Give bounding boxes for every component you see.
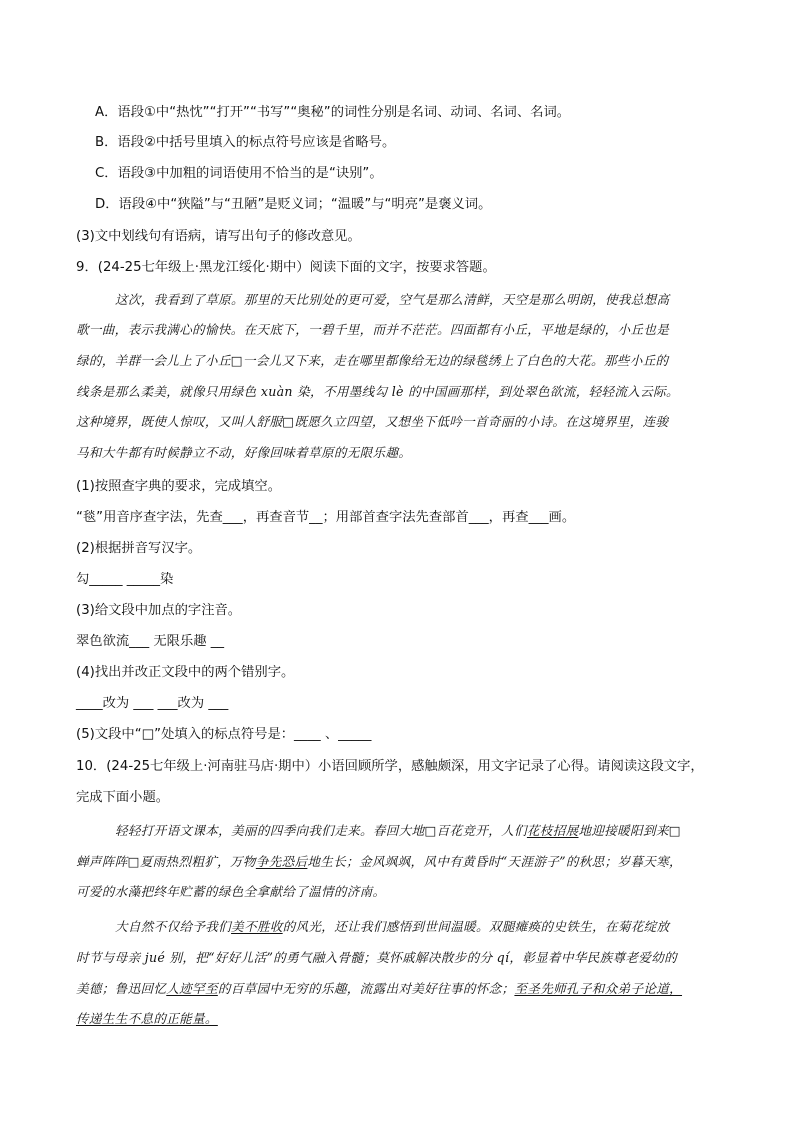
underlined-phrase: 争先恐后 (255, 854, 308, 869)
question9-header: 9．(24-25七年级上·黑龙江绥化·期中）阅读下面的文字，按要求答题。 (76, 260, 496, 275)
question8-sub3: (3)文中划线句有语病，请写出句子的修改意见。 (76, 229, 361, 244)
underlined-sentence: 传递生生不息的正能量。 (76, 1011, 218, 1026)
subquestion-line: (4)找出并改正文段中的两个错别字。 (76, 665, 295, 680)
subquestion-line: 勾_____ _____染 (76, 572, 174, 587)
option-a: A．语段①中“热忱”“打开”“书写”“奥秘”的词性分别是名词、动词、名词、名词。 (95, 105, 571, 120)
underlined-phrase: 花枝招展 (526, 823, 579, 838)
question10-header-line1: 10．(24-25七年级上·河南驻马店·期中）小语回顾所学，感触颇深，用文字记录了心得。请阅读这段文字， (76, 759, 704, 774)
subquestion-line: (2)根据拼音写汉字。 (76, 541, 202, 556)
passage-line: 线条是那么柔美，就像只用绿色 xuàn 染，不用墨线勾 lè 的中国画那样，到处翠色欲流，轻轻流入云际。 (76, 384, 679, 399)
subquestion-line: (5)文段中“□”处填入的标点符号是：____ 、_____ (76, 727, 372, 742)
question10-header-line2: 完成下面小题。 (76, 790, 170, 805)
passage-line: 马和大牛都有时候静立不动，好像回味着草原的无限乐趣。 (76, 445, 412, 460)
option-b: B．语段②中括号里填入的标点符号应该是省略号。 (95, 135, 396, 150)
passage-line: 歌一曲，表示我满心的愉快。在天底下，一碧千里，而并不茫茫。四面都有小丘，平地是绿的，小丘也是 (76, 322, 670, 337)
subquestion-line: 翠色欲流___ 无限乐趣 __ (76, 634, 225, 649)
paragraph-line: 时节与母亲 jué 别，把“好好儿活”的勇气融入骨髓；莫怀戚解决散步的分 qí，彰显着中华民族尊老爱幼的 (76, 950, 677, 965)
option-d: D．语段④中“狭隘”与“丑陋”是贬义词；“温暖”与“明亮”是褒义词。 (95, 197, 492, 212)
passage-line: 这种境界，既使人惊叹，又叫人舒服□既愿久立四望，又想坐下低吟一首奇丽的小诗。在这境界里，连骏 (76, 414, 669, 429)
underlined-sentence: 至圣先师孔子和众弟子论道， (514, 981, 683, 996)
underlined-phrase: 美不胜收 (231, 919, 283, 934)
paragraph-line: 可爱的水藻把终年贮蓄的绿色全拿献给了温情的济南。 (76, 884, 386, 899)
paragraph-line: 大自然不仅给予我们美不胜收的风光，还让我们感悟到世间温暖。双腿瘫痪的史铁生，在菊花绽放 (115, 919, 670, 934)
paragraph-line: 美德；鲁迅回忆人迹罕至的百草园中无穷的乐趣，流露出对美好往事的怀念；至圣先师孔子和众弟子论道， (76, 981, 683, 996)
paragraph-line: 轻轻打开语文课本，美丽的四季向我们走来。春回大地□百花竞开，人们花枝招展地迎接暖阳到来□ (115, 823, 681, 838)
passage-line: 这次，我看到了草原。那里的天比别处的更可爱，空气是那么清鲜，天空是那么明朗，使我总想高 (115, 292, 670, 307)
option-c: C．语段③中加粗的词语使用不恰当的是“诀别”。 (95, 166, 383, 181)
subquestion-line: (1)按照查字典的要求，完成填空。 (76, 479, 281, 494)
subquestion-line: ____改为 ___ ___改为 ___ (76, 696, 229, 711)
paragraph-line: 蝉声阵阵□夏雨热烈粗犷，万物争先恐后地生长；金风飒飒，风中有黄昏时“天涯游子”的秋思；岁暮天寒， (76, 854, 682, 869)
subquestion-line: (3)给文段中加点的字注音。 (76, 603, 242, 618)
underlined-phrase: 人迹罕至 (166, 981, 218, 996)
passage-line: 绿的，羊群一会儿上了小丘□一会儿又下来，走在哪里都像给无边的绿毯绣上了白色的大花。那些小丘的 (76, 353, 669, 368)
subquestion-line: “毯”用音序查字法，先查___，再查音节__；用部首查字法先查部首___，再查___画。 (76, 510, 576, 525)
